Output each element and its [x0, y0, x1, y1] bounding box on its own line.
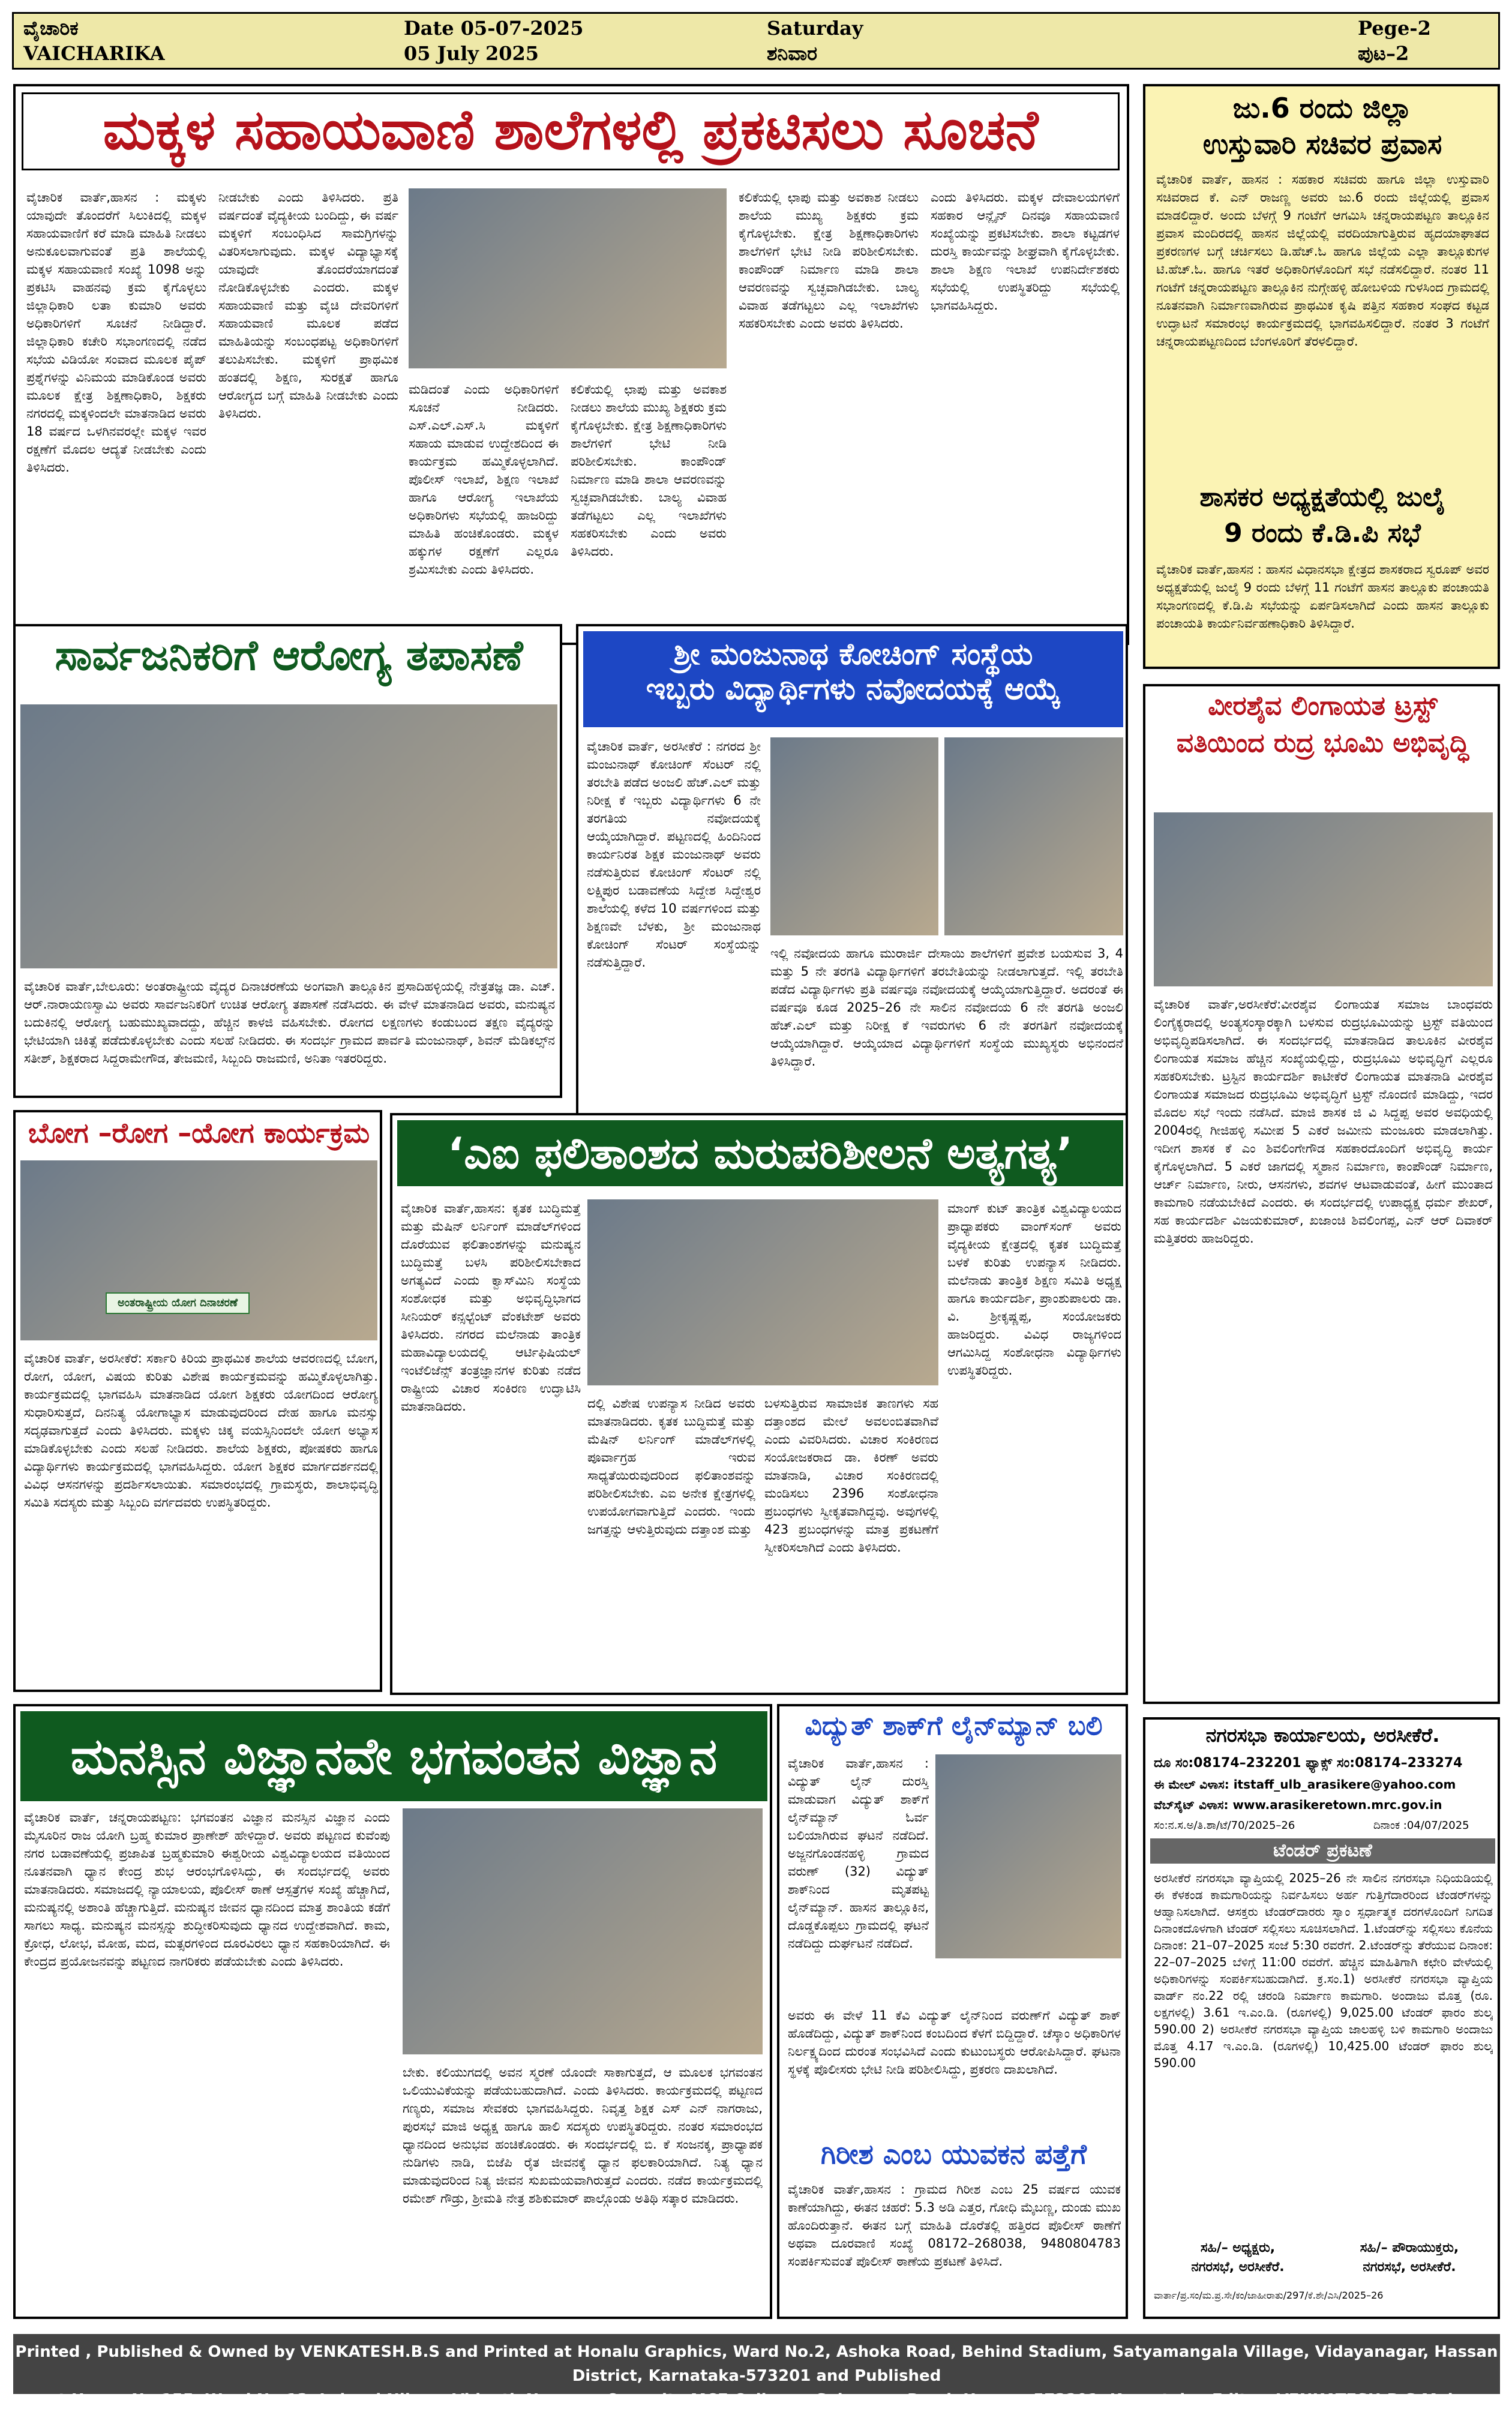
date-long: 05 July 2025 [404, 42, 539, 65]
tender-email: ಈ ಮೇಲ್ ವಿಳಾಸ: itstaff_ulb_arasikere@yahoo.com [1154, 1777, 1456, 1792]
kdp-headline-1: ಶಾಸಕರ ಅಧ್ಯಕ್ಷತೆಯಲ್ಲಿ ಜುಲೈ [1199, 482, 1445, 512]
mind-story [13, 1704, 772, 2319]
tender-phone: ದೂ ಸಂ:08174–232201 ಫ್ಯಾಕ್ಸ್ ಸಂ:08174–233274 [1154, 1756, 1463, 1771]
ai-col-1: ವೈಚಾರಿಕ ವಾರ್ತೆ,ಹಾಸನ: ಕೃತಕ ಬುದ್ಧಿಮತ್ತೆ ಮತ್ತು ಮೆಷಿನ್ ಲರ್ನಿಂಗ್ ಮಾಡೆಲ್‌ಗಳಿಂದ ದೊರೆಯುವ ಫಲಿತಾಂಶಗಳನ್ನು ಮನುಷ್ಯನ ಬುದ್ಧಿಮತ್ತೆ ಬಳಸಿ ಪರಿಶೀಲಿಸಬೇಕಾದ ಅಗತ್ಯವಿದೆ ಎಂದು ಕ್ವಾಸ್‌ಮಿನಿ ಸಂಸ್ಥೆಯ ಸಂಶೋಧಕ ಮತ್ತು ಅಭಿವೃದ್ಧಿಭಾಗದ ಸೀನಿಯರ್ ಕನ್ಸಲ್ಟೆಂಟ್ ವೆಂಕಟೇಶ್ ಅವರು ತಿಳಿಸಿದರು. ನಗರದ ಮಲೆನಾಡು ತಾಂತ್ರಿಕ ಮಹಾವಿದ್ಯಾಲಯದಲ್ಲಿ ಆರ್ಟಿಫಿಷಿಯಲ್ ಇಂಟೆಲಿಜೆನ್ಸ್ ತಂತ್ರಜ್ಞಾನಗಳ ಕುರಿತು ನಡೆದ ರಾಷ್ಟ್ರೀಯ ವಿಚಾರ ಸಂಕಿರಣ ಉದ್ಘಾಟಿಸಿ ಮಾತನಾಡಿದರು. [401, 1201, 581, 1414]
lineman-headline: ವಿದ್ಯುತ್ ಶಾಕ್‌ಗೆ ಲೈನ್‌ಮ್ಯಾನ್ ಬಲಿ [805, 1711, 1103, 1741]
eye-checkup-photo [20, 704, 557, 968]
ai-story [390, 1113, 1128, 1695]
veerashaiva-body: ವೈಚಾರಿಕ ವಾರ್ತೆ,ಅರಸೀಕೆರೆ:ವೀರಶೈವ ಲಿಂಗಾಯತ ಸಮಾಜ ಬಾಂಧವರು ಲಿಂಗೈಕ್ಯರಾದಲ್ಲಿ ಅಂತ್ಯಸಂಸ್ಕಾರಕ್ಕಾಗಿ ಬಳಸುವ ರುದ್ರಭೂಮಿಯನ್ನು ಟ್ರಸ್ಟ್ ವತಿಯಿಂದ ಅಭಿವೃದ್ಧಿಪಡಿಸಲಾಗಿದೆ. ಈ ಸಂದರ್ಭದಲ್ಲಿ ಮಾತನಾಡಿದ ತಾಲೂಕಿನ ವೀರಶೈವ ಲಿಂಗಾಯತ ಸಮಾಜ ಹೆಚ್ಚಿನ ಸಂಖ್ಯೆಯಲ್ಲಿದ್ದು, ರುದ್ರಭೂಮಿ ಅಭಿವೃದ್ಧಿಗೆ ಎಲ್ಲರೂ ಸಹಕರಿಸಬೇಕು. ಟ್ರಸ್ಟಿನ ಕಾರ್ಯದರ್ಶಿ ಕಾಟೀಕೆರೆ ಲಿಂಗಾಯತ ಮಾತನಾಡಿ ವೀರಶೈವ ಲಿಂಗಾಯತ ಸಮಾಜದ ರುದ್ರಭೂಮಿ ಅಭಿವೃದ್ಧಿಗೆ ಟ್ರಸ್ಟ್ ನೊಂದಣಿ ಮಾಡಿದ್ದು, ಇದರ ಮೊದಲ ಸಭೆ ಇಂದು ನಡೆಸಿದೆ. ಮಾಜಿ ಶಾಸಕ ಜಿ ವಿ ಸಿದ್ದಪ್ಪ ಅವರ ಅವಧಿಯಲ್ಲಿ 2004ರಲ್ಲಿ ಗೀಜಿಹಳ್ಳಿ ಸಮೀಪ 5 ಎಕರೆ ಜಮೀನು ಮಂಜೂರು ಮಾಡಲಾಗಿತ್ತು. ಇದೀಗ ಶಾಸಕ ಕೆ ಎಂ ಶಿವಲಿಂಗೇಗೌಡ ಸಹಕಾರದೊಂದಿಗೆ ಅಭಿವೃದ್ಧಿ ಕಾರ್ಯ ಕೈಗೊಳ್ಳಲಾಗಿದೆ. 5 ಎಕರೆ ಜಾಗದಲ್ಲಿ ಸ್ಮಶಾನ ನಿರ್ಮಾಣ, ಕಾಂಪೌಂಡ್ ನಿರ್ಮಾಣ, ಆರ್ಚ್ ನಿರ್ಮಾಣ, ನೀರು, ಆಸನಗಳು, ಶವಗಳ ಆಟವಾಡುವಂತೆ, ಹೀಗೆ ಮುಂತಾದ ಕಾಮಗಾರಿ ನಡೆಯಬೇಕಿದೆ ಎಂದರು. ಈ ಸಂದರ್ಭದಲ್ಲಿ ಉಪಾಧ್ಯಕ್ಷ ಧರ್ಮ ಶೇಖರ್, ಸಹ ಕಾರ್ಯದರ್ಶಿ ವಿಜಯಕುಮಾರ್, ಖಜಾಂಚಿ ಶಿವಲಿಂಗಪ್ಪ, ಎನ್ ಆರ್ ದಿವಾಕರ್ ಮತ್ತಿತರರು ಹಾಜರಿದ್ದರು. [1154, 997, 1493, 1246]
visit-headline-1: ಜು.6 ರಂದು ಜಿಲ್ಲಾ [1232, 92, 1412, 124]
tender-website: ವೆಬ್‌ಸೈಟ್ ವಿಳಾಸ: www.arasikeretown.mrc.gov.in [1154, 1798, 1442, 1812]
kdp-headline-2: 9 ರಂದು ಕೆ.ಡಿ.ಪಿ ಸಭೆ [1224, 518, 1421, 548]
meeting-photo [409, 188, 727, 368]
trust-meeting-photo [1154, 812, 1493, 986]
yoga-story [13, 1110, 382, 1692]
veerashaiva-story [1143, 684, 1500, 1704]
ai-col-2: ದಲ್ಲಿ ವಿಶೇಷ ಉಪನ್ಯಾಸ ನೀಡಿದ ಅವರು ಮಾತನಾಡಿದರು. ಕೃತಕ ಬುದ್ಧಿಮತ್ತೆ ಮತ್ತು ಮೆಷಿನ್ ಲರ್ನಿಂಗ್ ಮಾಡೆಲ್‌ಗಳಲ್ಲಿ ಪೂರ್ವಾಗ್ರಹ ಇರುವ ಸಾಧ್ಯತೆಯಿರುವುದರಿಂದ ಫಲಿತಾಂಶವನ್ನು ಪರಿಶೀಲಿಸಬೇಕು. ಎಐ ಅನೇಕ ಕ್ಷೇತ್ರಗಳಲ್ಲಿ ಉಪಯೋಗವಾಗುತ್ತಿದೆ ಎಂದರು. ಇಂದು ಜಗತ್ತನ್ನು ಆಳುತ್ತಿರುವುದು ದತ್ತಾಂಶ ಮತ್ತು [587, 1396, 755, 1537]
ai-col-3: ಬಳಸುತ್ತಿರುವ ಸಾಮಾಜಿಕ ತಾಣಗಳು ಸಹ ದತ್ತಾಂಶದ ಮೇಲೆ ಅವಲಂಬಿತವಾಗಿವೆ ಎಂದು ವಿವರಿಸಿದರು. ವಿಚಾರ ಸಂಕಿರಣದ ಸಂಯೋಜಕರಾದ ಡಾ. ಕಿರಣ್ ಅವರು ಮಾತನಾಡಿ, ವಿಚಾರ ಸಂಕಿರಣದಲ್ಲಿ ಮಂಡಿಸಲು 2396 ಸಂಶೋಧನಾ ಪ್ರಬಂಧಗಳು ಸ್ವೀಕೃತವಾಗಿದ್ದವು. ಅವುಗಳಲ್ಲಿ 423 ಪ್ರಬಂಧಗಳನ್ನು ಮಾತ್ರ ಪ್ರಕಟಣೆಗೆ ಸ್ವೀಕರಿಸಲಾಗಿದೆ ಎಂದು ತಿಳಿಸಿದರು. [764, 1396, 938, 1555]
coaching-headline-1: ಶ್ರೀ ಮಂಜುನಾಥ ಕೋಚಿಂಗ್ ಸಂಸ್ಥೆಯ [673, 637, 1033, 671]
tender-sign-right-2: ನಗರಸಭೆ, ಅರಸೀಕೆರೆ. [1363, 2260, 1456, 2275]
yoga-body: ವೈಚಾರಿಕ ವಾರ್ತೆ, ಅರಸೀಕೆರೆ: ಸರ್ಕಾರಿ ಕಿರಿಯ ಪ್ರಾಥಮಿಕ ಶಾಲೆಯ ಆವರಣದಲ್ಲಿ ಬೋಗ, ರೋಗ, ಯೋಗ, ವಿಷಯ ಕುರಿತು ವಿಶೇಷ ಕಾರ್ಯಕ್ರಮವನ್ನು ಹಮ್ಮಿಕೊಳ್ಳಲಾಗಿತ್ತು. ಕಾರ್ಯಕ್ರಮದಲ್ಲಿ ಭಾಗವಹಿಸಿ ಮಾತನಾಡಿದ ಯೋಗ ಶಿಕ್ಷಕರು ಯೋಗದಿಂದ ಆರೋಗ್ಯ ಸುಧಾರಿಸುತ್ತದೆ, ದಿನನಿತ್ಯ ಯೋಗಾಭ್ಯಾಸ ಮಾಡುವುದರಿಂದ ದೇಹ ಹಾಗೂ ಮನಸ್ಸು ಸದೃಢವಾಗುತ್ತದೆ ಎಂದು ತಿಳಿಸಿದರು. ಮಕ್ಕಳು ಚಿಕ್ಕ ವಯಸ್ಸಿನಿಂದಲೇ ಯೋಗ ಅಭ್ಯಾಸ ಮಾಡಿಕೊಳ್ಳಬೇಕು ಎಂದು ಸಲಹೆ ನೀಡಿದರು. ಶಾಲೆಯ ಶಿಕ್ಷಕರು, ಪೋಷಕರು ಹಾಗೂ ವಿದ್ಯಾರ್ಥಿಗಳು ಕಾರ್ಯಕ್ರಮದಲ್ಲಿ ಭಾಗವಹಿಸಿದ್ದರು. ಯೋಗ ಶಿಕ್ಷಕರ ಮಾರ್ಗದರ್ಶನದಲ್ಲಿ ವಿವಿಧ ಆಸನಗಳನ್ನು ಪ್ರದರ್ಶಿಸಲಾಯಿತು. ಸಮಾರಂಭದಲ್ಲಿ ಗ್ರಾಮಸ್ಥರು, ಶಾಲಾಭಿವೃದ್ಧಿ ಸಮಿತಿ ಸದಸ್ಯರು ಮತ್ತು ಸಿಬ್ಬಂದಿ ವರ್ಗದವರು ಉಪಸ್ಥಿತರಿದ್ದರು. [24, 1351, 378, 1510]
date-label: Date 05-07-2025 [404, 17, 584, 40]
tender-title: ಟೆಂಡರ್ ಪ್ರಕಟಣೆ [1150, 1838, 1495, 1864]
main-headline: ಮಕ್ಕಳ ಸಹಾಯವಾಣಿ ಶಾಲೆಗಳಲ್ಲಿ ಪ್ರಕಟಿಸಲು ಸೂಚನೆ [22, 92, 1120, 170]
veerashaiva-headline-2: ವತಿಯಿಂದ ರುದ್ರ ಭೂಮಿ ಅಭಿವೃದ್ಧಿ [1176, 728, 1469, 758]
tender-body: ಅರಸೀಕೆರೆ ನಗರಸಭಾ ವ್ಯಾಪ್ತಿಯಲ್ಲಿ 2025–26 ನೇ ಸಾಲಿನ ನಗರಸಭಾ ನಿಧಿಯಡಿಯಲ್ಲಿ ಈ ಕೆಳಕಂಡ ಕಾಮಗಾರಿಯನ್ನು ನಿರ್ವಹಿಸಲು ಅರ್ಹ ಗುತ್ತಿಗೆದಾರರಿಂದ ಟೆಂಡರ್‌ಗಳನ್ನು ಆಹ್ವಾನಿಸಲಾಗಿದೆ. ಆಸಕ್ತರು ಟೆಂಡರ್‌ದಾರರು ಸ್ವಾಂ ಸ್ಪರ್ಧಾತ್ಮಕ ದರಗಳೊಂದಿಗೆ ನಿಗದಿತ ದಿನಾಂಕದೊಳಗಾಗಿ ಟೆಂಡರ್ ಸಲ್ಲಿಸಲು ಸೂಚಿಸಲಾಗಿದೆ. 1.ಟೆಂಡರ್‌ನ್ನು ಸಲ್ಲಿಸಲು ಕೊನೆಯ ದಿನಾಂಕ: 21–07–2025 ಸಂಜೆ 5:30 ರವರೆಗೆ. 2.ಟೆಂಡರ್‌ನ್ನು ತೆರೆಯುವ ದಿನಾಂಕ: 22–07–2025 ಬೆಳಿಗ್ಗೆ 11:00 ರವರೆಗೆ. ಹೆಚ್ಚಿನ ಮಾಹಿತಿಗಾಗಿ ಕಛೇರಿ ವೇಳೆಯಲ್ಲಿ ಅಧಿಕಾರಿಗಳನ್ನು ಸಂಪರ್ಕಿಸಬಹುದಾಗಿದೆ. ಕ್ರ.ಸಂ.1) ಅರಸೀಕೆರೆ ನಗರಸಭಾ ವ್ಯಾಪ್ತಿಯ ವಾರ್ಡ್ ನಂ.22 ರಲ್ಲಿ ಚರಂಡಿ ನಿರ್ಮಾಣ ಕಾಮಗಾರಿ. ಅಂದಾಜು ಮೊತ್ತ (ರೂ. ಲಕ್ಷಗಳಲ್ಲಿ) 3.61 ಇ.ಎಂ.ಡಿ. (ರೂಗಳಲ್ಲಿ) 9,025.00 ಟೆಂಡರ್ ಫಾರಂ ಶುಲ್ಕ 590.00 2) ಅರಸೀಕೆರೆ ನಗರಸಭಾ ವ್ಯಾಪ್ತಿಯ ಜಾಲಹಳ್ಳಿ ಬಳಿ ಕಾಮಗಾರಿ ಅಂದಾಜು ಮೊತ್ತ 4.17 ಇ.ಎಂ.ಡಿ. (ರೂಗಳಲ್ಲಿ) 10,425.00 ಟೆಂಡರ್ ಫಾರಂ ಶುಲ್ಕ 590.00 [1154, 1871, 1493, 2070]
visit-body: ವೈಚಾರಿಕ ವಾರ್ತೆ, ಹಾಸನ : ಸಹಕಾರ ಸಚಿವರು ಹಾಗೂ ಜಿಲ್ಲಾ ಉಸ್ತುವಾರಿ ಸಚಿವರಾದ ಕೆ. ಎನ್ ರಾಜಣ್ಣ ಅವರು ಜು.6 ರಂದು ಜಿಲ್ಲೆಯಲ್ಲಿ ಪ್ರವಾಸ ಮಾಡಲಿದ್ದಾರೆ. ಅಂದು ಬೆಳಗ್ಗೆ 9 ಗಂಟೆಗೆ ಆಗಮಿಸಿ ಚನ್ನರಾಯಪಟ್ಟಣ ತಾಲ್ಲೂಕಿನ ಪ್ರವಾಸ ಮಂದಿರದಲ್ಲಿ ಹಾಸನ ಜಿಲ್ಲೆಯಲ್ಲಿ ವರದಿಯಾಗುತ್ತಿರುವ ಹೃದಯಾಘಾತದ ಪ್ರಕರಣಗಳ ಬಗ್ಗೆ ಚರ್ಚಿಸಲು ಡಿ.ಹೆಚ್.ಓ ಹಾಗೂ ಜಿಲ್ಲೆಯ ಎಲ್ಲಾ ತಾಲ್ಲೂಕುಗಳ ಟಿ.ಹೆಚ್.ಓ. ಹಾಗೂ ಇತರೆ ಅಧಿಕಾರಿಗಳೊಂದಿಗೆ ಸಭೆ ನಡೆಸಲಿದ್ದಾರೆ. ನಂತರ 11 ಗಂಟೆಗೆ ಚನ್ನರಾಯಪಟ್ಟಣ ತಾಲ್ಲೂಕಿನ ನುಗ್ಗೇಹಳ್ಳಿ ಹೋಬಳಿಯ ಗುಳಸಿಂದ ಗ್ರಾಮದಲ್ಲಿ ನೂತನವಾಗಿ ನಿರ್ಮಾಣವಾಗಿರುವ ಪ್ರಾಥಮಿಕ ಕೃಷಿ ಪತ್ತಿನ ಸಹಕಾರ ಸಂಘದ ಕಟ್ಟಡ ಉದ್ಘಾಟನೆ ಸಮಾರಂಭ ಕಾರ್ಯಕ್ರಮದಲ್ಲಿ ಭಾಗವಹಿಸಲಿದ್ದಾರೆ. ನಂತರ 3 ಗಂಟೆಗೆ ಚನ್ನರಾಯಪಟ್ಟಣದಿಂದ ಬೆಂಗಳೂರಿಗೆ ತೆರಳಲಿದ್ದಾರೆ. [1156, 172, 1489, 349]
tender-notice [1143, 1717, 1500, 2319]
main-story [13, 84, 1129, 645]
lineman-story [777, 1704, 1128, 2319]
imprint-footer [13, 2334, 1500, 2433]
coaching-col-2: ಇಲ್ಲಿ ನವೋದಯ ಹಾಗೂ ಮುರಾರ್ಜಿ ದೇಸಾಯಿ ಶಾಲೆಗಳಿಗೆ ಪ್ರವೇಶ ಬಯಸುವ 3, 4 ಮತ್ತು 5 ನೇ ತರಗತಿ ವಿದ್ಯಾರ್ಥಿಗಳಿಗೆ ತರಬೇತಿಯನ್ನು ನೀಡಲಾಗುತ್ತದೆ. ಇಲ್ಲಿ ತರಬೇತಿ ಪಡೆದ ವಿದ್ಯಾರ್ಥಿಗಳು ಪ್ರತಿ ವರ್ಷವೂ ನವೋದಯಕ್ಕೆ ಆಯ್ಕೆಯಾಗುತ್ತಿದ್ದಾರೆ. ಅದರಂತೆ ಈ ವರ್ಷವೂ ಕೂಡ 2025–26 ನೇ ಸಾಲಿನ ನವೋದಯ 6 ನೇ ತರಗತಿ ಅಂಜಲಿ ಹೆಚ್.ಎಲ್ ಮತ್ತು ನಿರೀಕ್ಷ ಕೆ ಇವರುಗಳು 6 ನೇ ತರಗತಿಗೆ ನವೋದಯಕ್ಕೆ ಆಯ್ಕೆಯಾಗಿದ್ದಾರೆ. ಆಯ್ಕೆಯಾದ ವಿದ್ಯಾರ್ಥಿಗಳಿಗೆ ಸಂಸ್ಥೆಯ ಮುಖ್ಯಸ್ಥರು ಅಭಿನಂದನೆ ತಿಳಿಸಿದ್ದಾರೆ. [770, 946, 1123, 1069]
main-col-4: ಕಲಿಕೆಯಲ್ಲಿ ಛಾಪು ಮತ್ತು ಅವಕಾಶ ನೀಡಲು ಶಾಲೆಯ ಮುಖ್ಯ ಶಿಕ್ಷಕರು ಕ್ರಮ ಕೈಗೊಳ್ಳಬೇಕು. ಕ್ಷೇತ್ರ ಶಿಕ್ಷಣಾಧಿಕಾರಿಗಳು ಶಾಲೆಗಳಿಗೆ ಭೇಟಿ ನೀಡಿ ಪರಿಶೀಲಿಸಬೇಕು. ಕಾಂಪೌಂಡ್ ನಿರ್ಮಾಣ ಮಾಡಿ ಶಾಲಾ ಆವರಣವನ್ನು ಸ್ವಚ್ಛವಾಗಿಡಬೇಕು. ಬಾಲ್ಯ ವಿವಾಹ ತಡೆಗಟ್ಟಲು ಎಲ್ಲ ಇಲಾಖೆಗಳು ಸಹಕರಿಸಬೇಕು ಎಂದು ಅವರು ತಿಳಿಸಿದರು. [739, 190, 919, 331]
main-col-1: ವೈಚಾರಿಕ ವಾರ್ತೆ,ಹಾಸನ : ಮಕ್ಕಳು ಯಾವುದೇ ತೊಂದರೆಗೆ ಸಿಲುಕಿದಲ್ಲಿ ಮಕ್ಕಳ ಸಹಾಯವಾಣಿಗೆ ಕರೆ ಮಾಡಿ ಮಾಹಿತಿ ನೀಡಲು ಅನುಕೂಲವಾಗುವಂತೆ ಪ್ರತಿ ಶಾಲೆಯಲ್ಲಿ ಮಕ್ಕಳ ಸಹಾಯವಾಣಿ ಸಂಖ್ಯೆ 1098 ಅನ್ನು ಪ್ರಕಟಿಸಿ ವಾಹನವು ಕ್ರಮ ಕೈಗೊಳ್ಳಲು ಜಿಲ್ಲಾಧಿಕಾರಿ ಲತಾ ಕುಮಾರಿ ಅವರು ಅಧಿಕಾರಿಗಳಿಗೆ ಸೂಚನೆ ನೀಡಿದ್ದಾರೆ. ಜಿಲ್ಲಾಧಿಕಾರಿ ಕಚೇರಿ ಸಭಾಂಗಣದಲ್ಲಿ ನಡೆದ ಸಭೆಯ ವಿಡಿಯೋ ಸಂವಾದ ಮೂಲಕ ಪೈಪ್ ಪ್ರಶ್ನೆಗಳನ್ನು ವಿನಿಮಯ ಮಾಡಿಕೊಂಡ ಅವರು ಮೂಲಕ ಕ್ಷೇತ್ರ ಶಿಕ್ಷಣಾಧಿಕಾರಿ, ಶಿಕ್ಷಕರು ನಗರದಲ್ಲಿ ಮಕ್ಕಳಿಂದಲೇ ಮಾತನಾಡಿದ ಅವರು 18 ವರ್ಷದ ಒಳಗಿನವರಲ್ಲೇ ಮಕ್ಕಳ ಇವರ ರಕ್ಷಣೆಗೆ ಮೊದಲ ಆದ್ಯತೆ ನೀಡಬೇಕು ಎಂದು ತಿಳಿಸಿದರು. [26, 190, 206, 475]
tender-vendor-ref: ವಾರ್ತಾ/ಪ್ರ.ಸಂ/ಮ.ಪ್ರ.ಸೇ/ಕಂ/ಜಾಹೀರಾತು/297/ಕೆ.ಶೇ/ಎಸಿ/2025–26 [1154, 2290, 1384, 2301]
yoga-banner: ಅಂತರಾಷ್ಟ್ರೀಯ ಯೋಗ ದಿನಾಚರಣೆ [106, 1292, 250, 1314]
footer-line-2: at House No.155, Ward No.13, Laksmi Nilaya, Vidyuth Nagara , Opposite MCE College , Salagame Road, Hassan-573201, Karnataka. Editor: VENKATESH.B.S Mob-7899533643 [47, 2391, 1466, 2433]
page-number-kn: ಪುಟ–2 [1358, 42, 1409, 65]
student-photo-1 [770, 737, 938, 935]
lineman-col-2: ಅವರು ಈ ವೇಳೆ 11 ಕೆವಿ ವಿದ್ಯುತ್ ಲೈನ್‌ನಿಂದ ವರುಣ್‌ಗೆ ವಿದ್ಯುತ್ ಶಾಕ್ ಹೊಡೆದಿದ್ದು, ವಿದ್ಯುತ್ ಶಾಕ್‌ನಿಂದ ಕಂಬದಿಂದ ಕೆಳಗೆ ಬಿದ್ದಿದ್ದಾರೆ. ಚೆಸ್ಕಾಂ ಅಧಿಕಾರಿಗಳ ನಿರ್ಲಕ್ಷ್ಯದಿಂದ ದುರಂತ ಸಂಭವಿಸಿದೆ ಎಂದು ಕುಟುಂಬಸ್ಥರು ಆರೋಪಿಸಿದ್ದಾರೆ. ಘಟನಾ ಸ್ಥಳಕ್ಕೆ ಪೊಲೀಸರು ಭೇಟಿ ನೀಡಿ ಪರಿಶೀಲಿಸಿದ್ದು, ಪ್ರಕರಣ ದಾಖಲಾಗಿದೆ. [788, 2008, 1121, 2077]
ai-headline: ‘ಎಐ ಫಲಿತಾಂಶದ ಮರುಪರಿಶೀಲನೆ ಅತ್ಯಗತ್ಯ’ [397, 1120, 1123, 1186]
tender-office: ನಗರಸಭಾ ಕಾರ್ಯಾಲಯ, ಅರಸೀಕೆರೆ. [1205, 1724, 1440, 1747]
tender-sign-left-2: ನಗರಸಭೆ, ಅರಸೀಕೆರೆ. [1191, 2260, 1285, 2275]
main-col-3a: ಮಡಿದಂತೆ ಎಂದು ಅಧಿಕಾರಿಗಳಿಗೆ ಸೂಚನೆ ನೀಡಿದರು. ಎಸ್.ಎಲ್.ಎಸ್.ಸಿ ಮಕ್ಕಳಿಗೆ ಸಹಾಯ ಮಾಡುವ ಉದ್ದೇಶದಿಂದ ಈ ಕಾರ್ಯಕ್ರಮ ಹಮ್ಮಿಕೊಳ್ಳಲಾಗಿದೆ. ಪೊಲೀಸ್ ಇಲಾಖೆ, ಶಿಕ್ಷಣ ಇಲಾಖೆ ಹಾಗೂ ಆರೋಗ್ಯ ಇಲಾಖೆಯ ಅಧಿಕಾರಿಗಳು ಸಭೆಯಲ್ಲಿ ಹಾಜರಿದ್ದು ಮಾಹಿತಿ ಹಂಚಿಕೊಂಡರು. ಮಕ್ಕಳ ಹಕ್ಕುಗಳ ರಕ್ಷಣೆಗೆ ಎಲ್ಲರೂ ಶ್ರಮಿಸಬೇಕು ಎಂದು ತಿಳಿಸಿದರು. [409, 382, 559, 577]
missing-body: ವೈಚಾರಿಕ ವಾರ್ತೆ,ಹಾಸನ : ಗ್ರಾಮದ ಗಿರೀಶ ಎಂಬ 25 ವರ್ಷದ ಯುವಕ ಕಾಣೆಯಾಗಿದ್ದು, ಈತನ ಚಹರೆ: 5.3 ಅಡಿ ಎತ್ತರ, ಗೋಧಿ ಮೈಬಣ್ಣ, ದುಂಡು ಮುಖ ಹೊಂದಿರುತ್ತಾನೆ. ಈತನ ಬಗ್ಗೆ ಮಾಹಿತಿ ದೊರೆತಲ್ಲಿ ಹತ್ತಿರದ ಪೊಲೀಸ್ ಠಾಣೆಗೆ ಅಥವಾ ದೂರವಾಣಿ ಸಂಖ್ಯೆ 08172–268038, 9480804783 ಸಂಪರ್ಕಿಸುವಂತೆ ಪೊಲೀಸ್ ಠಾಣೆಯ ಪ್ರಕಟಣೆ ತಿಳಿಸಿದೆ. [788, 2182, 1121, 2269]
visit-headline-2: ಉಸ್ತುವಾರಿ ಸಚಿವರ ಪ್ರವಾಸ [1202, 128, 1442, 160]
health-headline: ಸಾರ್ವಜನಿಕರಿಗೆ ಆರೋಗ್ಯ ತಪಾಸಣೆ [55, 631, 523, 680]
mind-col-2: ಬೇಕು. ಕಲಿಯುಗದಲ್ಲಿ ಅವನ ಸ್ಮರಣೆ ಯೊಂದೇ ಸಾಕಾಗುತ್ತದೆ, ಆ ಮೂಲಕ ಭಗವಂತನ ಒಲಿಯುವಿಕೆಯನ್ನು ಪಡೆಯಬಹುದಾಗಿದೆ. ಎಂದು ತಿಳಿಸಿದರು. ಕಾರ್ಯಕ್ರಮದಲ್ಲಿ ಪಟ್ಟಣದ ಗಣ್ಯರು, ಸಮಾಜ ಸೇವಕರು ಭಾಗವಹಿಸಿದ್ದರು. ನಿವೃತ್ತ ಶಿಕ್ಷಕ ಎಸ್ ಎನ್ ನಾಗರಾಜು, ಪುರಸಭೆ ಮಾಜಿ ಅಧ್ಯಕ್ಷ ಹಾಗೂ ಹಾಲಿ ಸದಸ್ಯರು ಉಪಸ್ಥಿತರಿದ್ದರು. ನಂತರ ಸಮಾರಂಭದ ಧ್ಯಾನದಿಂದ ಅನುಭವ ಹಂಚಿಕೊಂಡರು. ಈ ಸಂದರ್ಭದಲ್ಲಿ ಬಿ. ಕೆ ಸಂಜನಕ್ಕ, ಪ್ರಾಧ್ಯಾಪಕ ನುಡಿಗಳು ನಾಡಿ, ಬಿಜೆಪಿ ರೈತ ಜೀವನಕ್ಕೆ ಧ್ಯಾನ ಫಲಕಾರಿಯಾಗಿದೆ. ನಿತ್ಯ ಧ್ಯಾನ ಮಾಡುವುದರಿಂದ ನಿತ್ಯ ಜೀವನ ಸುಖಮಯವಾಗಿರುತ್ತದೆ ಎಂದರು. ನಡೆದ ಕಾರ್ಯಕ್ರಮದಲ್ಲಿ ರಮೇಶ್ ಗೌಡ್ರು, ಶ್ರೀಮತಿ ನೇತ್ರ ಶಶಿಕುಮಾರ್ ಪಾಲ್ಗೊಂಡು ಅತಿಥಿ ಸತ್ಕಾರ ಮಾಡಿದರು. [403, 2065, 763, 2206]
main-col-2: ನೀಡಬೇಕು ಎಂದು ತಿಳಿಸಿದರು. ಪ್ರತಿ ವರ್ಷದಂತೆ ವೈದ್ಯಕೀಯ ಬಂದಿದ್ದು, ಈ ವರ್ಷ ಮಕ್ಕಳಿಗೆ ಸಂಬಂಧಿಸಿದ ಸಾಮಗ್ರಿಗಳನ್ನು ವಿತರಿಸಲಾಗುವುದು. ಮಕ್ಕಳ ವಿದ್ಯಾಭ್ಯಾಸಕ್ಕೆ ಯಾವುದೇ ತೊಂದರೆಯಾಗದಂತೆ ನೋಡಿಕೊಳ್ಳಬೇಕು ಎಂದರು. ಮಕ್ಕಳ ಸಹಾಯವಾಣಿ ಮತ್ತು ವೈಚಿ ದೇವರಿಗಳಿಗೆ ಸಹಾಯವಾಣಿ ಮೂಲಕ ಪಡೆದ ಮಾಹಿತಿಯನ್ನು ಸಂಬಂಧಪಟ್ಟ ಅಧಿಕಾರಿಗಳಿಗೆ ತಲುಪಿಸಬೇಕು. ಮಕ್ಕಳಿಗೆ ಪ್ರಾಥಮಿಕ ಹಂತದಲ್ಲಿ ಶಿಕ್ಷಣ, ಸುರಕ್ಷತೆ ಹಾಗೂ ಆರೋಗ್ಯದ ಬಗ್ಗೆ ಮಾಹಿತಿ ನೀಡಬೇಕು ಎಂದು ತಿಳಿಸಿದರು. [218, 190, 398, 421]
health-body: ವೈಚಾರಿಕ ವಾರ್ತೆ,ಬೇಲೂರು: ಅಂತರಾಷ್ಟ್ರೀಯ ವೈದ್ಯರ ದಿನಾಚರಣೆಯ ಅಂಗವಾಗಿ ತಾಲ್ಲೂಕಿನ ಪ್ರಸಾದಿಹಳ್ಳಿಯಲ್ಲಿ ನೇತ್ರತಜ್ಞ ಡಾ. ಎಚ್. ಆರ್.ನಾರಾಯಣಸ್ವಾಮಿ ಅವರು ಸಾರ್ವಜನಿಕರಿಗೆ ಉಚಿತ ಆರೋಗ್ಯ ತಪಾಸಣೆ ನಡೆಸಿದರು. ಈ ವೇಳೆ ಮಾತನಾಡಿದ ಅವರು, ಮನುಷ್ಯನ ಬದುಕಿನಲ್ಲಿ ಆರೋಗ್ಯ ಬಹುಮುಖ್ಯವಾದದ್ದು, ಹೆಚ್ಚಿನ ಕಾಳಜಿ ವಹಿಸಬೇಕು. ರೋಗದ ಲಕ್ಷಣಗಳು ಕಂಡುಬಂದ ತಕ್ಷಣ ವೈದ್ಯರನ್ನು ಭೇಟಿಯಾಗಿ ಚಿಕಿತ್ಸೆ ಪಡೆದುಕೊಳ್ಳಬೇಕು ಎಂದು ಸಲಹೆ ನೀಡಿದರು. ಈ ಸಂದರ್ಭ ಗ್ರಾಮದ ಪಾರ್ವತಿ ಮಂಜುನಾಥ್, ಶಿವನ್ ಮೆಡಿಕಲ್ಸ್‌ನ ಸತೀಶ್, ಶಿಕ್ಷಕರಾದ ಸಿದ್ದರಾಮೇಗೌಡ, ತೇಜಮಣಿ, ಸಿಬ್ಬಂದಿ ರಾಜಮಣಿ, ಅನಿತಾ ಇತರರಿದ್ದರು. [24, 979, 555, 1066]
minister-visit-box [1143, 84, 1500, 669]
meditation-center-photo [403, 1808, 763, 2054]
mind-col-1: ವೈಚಾರಿಕ ವಾರ್ತೆ, ಚನ್ನರಾಯಪಟ್ಟಣ: ಭಗವಂತನ ವಿಜ್ಞಾನ ಮನಸ್ಸಿನ ವಿಜ್ಞಾನ ಎಂದು ಮೈಸೂರಿನ ರಾಜ ಯೋಗಿ ಬ್ರಹ್ಮ ಕುಮಾರ ಪ್ರಾಣೇಶ್ ಹೇಳಿದ್ದಾರೆ. ಅವರು ಪಟ್ಟಣದ ಕುವೆಂಪು ನಗರ ಬಡಾವಣೆಯಲ್ಲಿ ಪ್ರಜಾಪಿತ ಬ್ರಹ್ಮಕುಮಾರಿ ಈಶ್ವರೀಯ ವಿಶ್ವವಿದ್ಯಾಲಯದ ವತಿಯಿಂದ ನೂತನವಾಗಿ ಧ್ಯಾನ ಕೇಂದ್ರ ಶುಭ ಆರಂಭಗೊಳಿಸಿದ್ದು, ಈ ಸಂದರ್ಭದಲ್ಲಿ ಅವರು ಮಾತನಾಡಿದರು. ಸಮಾಜದಲ್ಲಿ ನ್ಯಾಯಾಲಯ, ಪೊಲೀಸ್ ಠಾಣೆ ಆಸ್ಪತ್ರೆಗಳ ಸಂಖ್ಯೆ ಹೆಚ್ಚಾಗಿದೆ, ಮನುಷ್ಯನಲ್ಲಿ ಅಶಾಂತಿ ಹೆಚ್ಚಾಗುತ್ತಿದೆ. ಮನುಷ್ಯನ ಜೀವನ ಧ್ಯಾನದಿಂದ ಮಾತ್ರ ಶಾಂತಿಯ ಕಡೆಗೆ ಸಾಗಲು ಸಾಧ್ಯ. ಮನುಷ್ಯನ ಮನಸ್ಸನ್ನು ಶುದ್ಧೀಕರಿಸುವುದು ಧ್ಯಾನದ ಉದ್ದೇಶವಾಗಿದೆ. ಕಾಮ, ಕ್ರೋಧ, ಲೋಭ, ಮೋಹ, ಮದ, ಮತ್ಸರಗಳಿಂದ ದೂರವಿರಲು ಧ್ಯಾನ ಸಹಕಾರಿಯಾಗಿದೆ. ಈ ಕೇಂದ್ರದ ಪ್ರಯೋಜನವನ್ನು ಪಟ್ಟಣದ ನಾಗರಿಕರು ಪಡೆಯಬೇಕು ಎಂದು ತಿಳಿಸಿದರು. [24, 1810, 390, 1969]
paper-name-en: VAICHARIKA [23, 42, 165, 65]
coaching-story [576, 624, 1128, 1152]
coaching-col-1: ವೈಚಾರಿಕ ವಾರ್ತೆ, ಅರಸೀಕೆರೆ : ನಗರದ ಶ್ರೀ ಮಂಜುನಾಥ್ ಕೋಚಿಂಗ್ ಸೆಂಟರ್ ನಲ್ಲಿ ತರಬೇತಿ ಪಡೆದ ಅಂಜಲಿ ಹೆಚ್.ಎಲ್ ಮತ್ತು ನಿರೀಕ್ಷ ಕೆ ಇಬ್ಬರು ವಿದ್ಯಾರ್ಥಿಗಳು 6 ನೇ ತರಗತಿಯ ನವೋದಯಕ್ಕೆ ಆಯ್ಕೆಯಾಗಿದ್ದಾರೆ. ಪಟ್ಟಣದಲ್ಲಿ ಹಿಂದಿನಿಂದ ಕಾರ್ಯನಿರತ ಶಿಕ್ಷಕ ಮಂಜುನಾಥ್ ಅವರು ನಡೆಸುತ್ತಿರುವ ಕೋಚಿಂಗ್ ಸೆಂಟರ್ ನಲ್ಲಿ ಲಕ್ಷ್ಮಿಪುರ ಬಡಾವಣೆಯ ಸಿದ್ದೇಶ ಸಿದ್ದೇಶ್ವರ ಶಾಲೆಯಲ್ಲಿ ಕಳೆದ 10 ವರ್ಷಗಳಿಂದ ಮತ್ತು ಶಿಕ್ಷಣವೇ ಬೆಳಕು, ಶ್ರೀ ಮಂಜುನಾಥ ಕೋಚಿಂಗ್ ಸೆಂಟರ್ ಸಂಸ್ಥೆಯನ್ನು ನಡೆಸುತ್ತಿದ್ದಾರೆ. [587, 739, 761, 970]
coaching-headline [583, 631, 1123, 727]
lineman-col-1: ವೈಚಾರಿಕ ವಾರ್ತೆ,ಹಾಸನ : ವಿದ್ಯುತ್ ಲೈನ್ ದುರಸ್ತಿ ಮಾಡುವಾಗ ವಿದ್ಯುತ್ ಶಾಕ್‌ಗೆ ಲೈನ್‌ಮ್ಯಾನ್ ಓರ್ವ ಬಲಿಯಾಗಿರುವ ಘಟನೆ ನಡೆದಿದೆ. ಅಜ್ಜನಗೊಂಡನಹಳ್ಳಿ ಗ್ರಾಮದ ವರುಣ್ (32) ವಿದ್ಯುತ್ ಶಾಕ್‌ನಿಂದ ಮೃತಪಟ್ಟ ಲೈನ್‌ಮ್ಯಾನ್. ಹಾಸನ ತಾಲ್ಲೂಕಿನ, ದೊಡ್ಡಕೊಪ್ಪಲು ಗ್ರಾಮದಲ್ಲಿ ಘಟನೆ ನಡೆದಿದ್ದು ದುರ್ಘಟನೆ ನಡೆದಿದೆ. [788, 1756, 929, 1951]
page-number-en: Pege-2 [1358, 17, 1431, 40]
coaching-headline-2: ಇಬ್ಬರು ವಿದ್ಯಾರ್ಥಿಗಳು ನವೋದಯಕ್ಕೆ ಆಯ್ಕೆ [646, 671, 1061, 706]
student-photo-2 [944, 737, 1123, 935]
day-en: Saturday [767, 17, 863, 40]
tender-ref: ಸಂ:ನ.ಸ.ಅ/ತಿ.ಶಾ/ಟೆ/70/2025–26 [1154, 1819, 1295, 1832]
main-col-3b: ಕಲಿಕೆಯಲ್ಲಿ ಛಾಪು ಮತ್ತು ಅವಕಾಶ ನೀಡಲು ಶಾಲೆಯ ಮುಖ್ಯ ಶಿಕ್ಷಕರು ಕ್ರಮ ಕೈಗೊಳ್ಳಬೇಕು. ಕ್ಷೇತ್ರ ಶಿಕ್ಷಣಾಧಿಕಾರಿಗಳು ಶಾಲೆಗಳಿಗೆ ಭೇಟಿ ನೀಡಿ ಪರಿಶೀಲಿಸಬೇಕು. ಕಾಂಪೌಂಡ್ ನಿರ್ಮಾಣ ಮಾಡಿ ಶಾಲಾ ಆವರಣವನ್ನು ಸ್ವಚ್ಛವಾಗಿಡಬೇಕು. ಬಾಲ್ಯ ವಿವಾಹ ತಡೆಗಟ್ಟಲು ಎಲ್ಲ ಇಲಾಖೆಗಳು ಸಹಕರಿಸಬೇಕು ಎಂದು ಅವರು ತಿಳಿಸಿದರು. [571, 382, 727, 559]
main-col-5: ಎಂದು ತಿಳಿಸಿದರು. ಮಕ್ಕಳ ದೇವಾಲಯಗಳಿಗೆ ಸಹಕಾರ ಆನ್ಲೈನ್ ದಿನವೂ ಸಹಾಯವಾಣಿ ಸಂಖ್ಯೆಯನ್ನು ಪ್ರಕಟಿಸಬೇಕು. ಶಾಲಾ ಕಟ್ಟಡಗಳ ದುರಸ್ತಿ ಕಾರ್ಯವನ್ನು ಶೀಘ್ರವಾಗಿ ಕೈಗೊಳ್ಳಬೇಕು. ಶಾಲಾ ಶಿಕ್ಷಣ ಇಲಾಖೆ ಉಪನಿರ್ದೇಶಕರು ಸಭೆಯಲ್ಲಿ ಉಪಸ್ಥಿತರಿದ್ದು ಸಭೆಯಲ್ಲಿ ಭಾಗವಹಿಸಿದ್ದರು. [931, 190, 1120, 313]
ai-col-4: ಮಾಂಗ್ ಕುಟ್ ತಾಂತ್ರಿಕ ವಿಶ್ವವಿದ್ಯಾಲಯದ ಪ್ರಾಧ್ಯಾಪಕರು ವಾಂಗ್‌ಸಂಗ್ ಅವರು ವೈದ್ಯಕೀಯ ಕ್ಷೇತ್ರದಲ್ಲಿ ಕೃತಕ ಬುದ್ಧಿಮತ್ತೆ ಬಳಕೆ ಕುರಿತು ಉಪನ್ಯಾಸ ನೀಡಿದರು. ಮಲೆನಾಡು ತಾಂತ್ರಿಕ ಶಿಕ್ಷಣ ಸಮಿತಿ ಅಧ್ಯಕ್ಷ ಹಾಗೂ ಕಾರ್ಯದರ್ಶಿ, ಪ್ರಾಂಶುಪಾಲರು ಡಾ. ವಿ. ಶ್ರೀಕೃಷ್ಣಪ್ಪ, ಸಂಯೋಜಕರು ಹಾಜರಿದ್ದರು. ವಿವಿಧ ರಾಜ್ಯಗಳಿಂದ ಆಗಮಿಸಿದ್ದ ಸಂಶೋಧನಾ ವಿದ್ಯಾರ್ಥಿಗಳು ಉಪಸ್ಥಿತರಿದ್ದರು. [947, 1201, 1121, 1378]
yoga-headline: ಬೋಗ –ರೋಗ –ಯೋಗ ಕಾರ್ಯಕ್ರಮ [28, 1117, 370, 1149]
kdp-body: ವೈಚಾರಿಕ ವಾರ್ತೆ,ಹಾಸನ : ಹಾಸನ ವಿಧಾನಸಭಾ ಕ್ಷೇತ್ರದ ಶಾಸಕರಾದ ಸ್ವರೂಪ್ ಅವರ ಅಧ್ಯಕ್ಷತೆಯಲ್ಲಿ ಜುಲೈ 9 ರಂದು ಬೆಳಗ್ಗೆ 11 ಗಂಟೆಗೆ ಹಾಸನ ತಾಲ್ಲೂಕು ಪಂಚಾಯತಿ ಸಭಾಂಗಣದಲ್ಲಿ ಕೆ.ಡಿ.ಪಿ ಸಭೆಯನ್ನು ಏರ್ಪಡಿಸಲಾಗಿದೆ ಎಂದು ಹಾಸನ ತಾಲ್ಲೂಕು ಪಂಚಾಯತಿ ಕಾರ್ಯನಿರ್ವಹಣಾಧಿಕಾರಿ ತಿಳಿಸಿದ್ದಾರೆ. [1156, 562, 1489, 631]
tender-sign-right-1: ಸಹಿ/– ಪೌರಾಯುಕ್ತರು, [1360, 2240, 1459, 2255]
footer-line-1: Printed , Published & Owned by VENKATESH.B.S and Printed at Honalu Graphics, Ward No.2, Ashoka Road, Behind Stadium, Satyamangala Village, Vidayanagar, Hassan District, Karnataka-573201 and Published [15, 2343, 1498, 2385]
veerashaiva-headline-1: ವೀರಶೈವ ಲಿಂಗಾಯತ ಟ್ರಸ್ಟ್ [1208, 691, 1438, 721]
mind-headline: ಮನಸ್ಸಿನ ವಿಜ್ಞಾನವೇ ಭಗವಂತನ ವಿಜ್ಞಾನ [20, 1711, 767, 1801]
paper-name-kn: ವೈಚಾರಿಕ [23, 17, 79, 40]
tender-date: ದಿನಾಂಕ :04/07/2025 [1373, 1819, 1469, 1832]
masthead-bar [12, 12, 1500, 70]
ai-seminar-photo [587, 1199, 938, 1385]
lineman-photo [935, 1754, 1121, 1958]
day-kn: ಶನಿವಾರ [767, 42, 818, 65]
health-story [13, 624, 562, 1098]
tender-sign-left-1: ಸಹಿ/– ಅಧ್ಯಕ್ಷರು, [1200, 2240, 1276, 2255]
missing-headline: ಗಿರೀಶ ಎಂಬ ಯುವಕನ ಪತ್ತೆಗೆ [820, 2138, 1087, 2170]
